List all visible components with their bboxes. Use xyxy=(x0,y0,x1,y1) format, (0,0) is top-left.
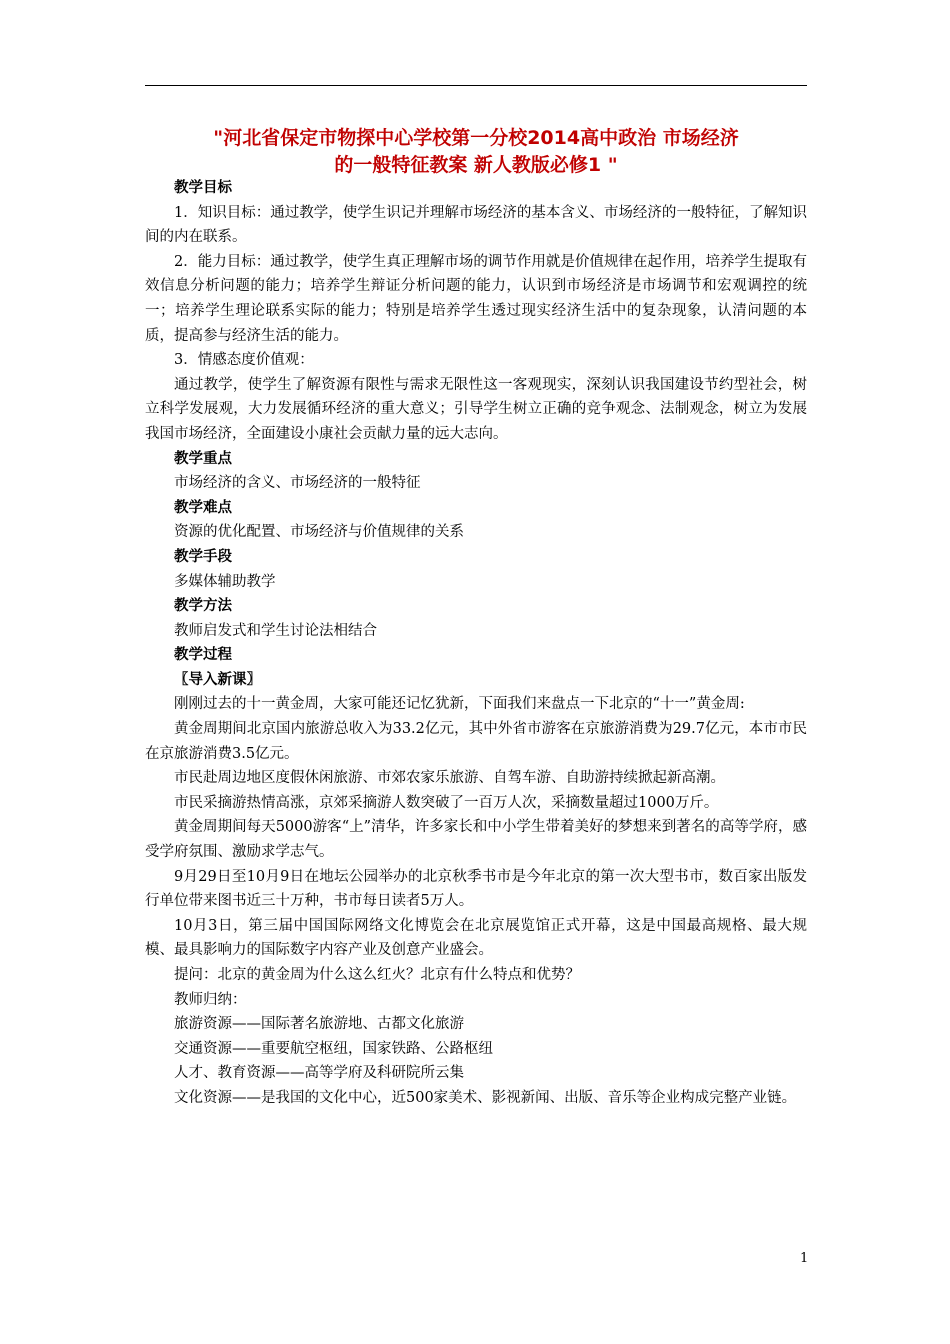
paragraph: 10月3日，第三届中国国际网络文化博览会在北京展览馆正式开幕，这是中国最高规格、最大规模、最具影响力的国际数字内容产业及创意产业盛会。 xyxy=(145,917,807,959)
paragraph: 多媒体辅助教学 xyxy=(174,573,276,590)
paragraph: 刚刚过去的十一黄金周，大家可能还记忆犹新，下面我们来盘点一下北京的“十一”黄金周: xyxy=(174,696,745,713)
paragraph: 1．知识目标：通过教学，使学生识记并理解市场经济的基本含义、市场经济的一般特征，了解知识间的内在联系。 xyxy=(145,204,807,246)
paragraph: 教师启发式和学生讨论法相结合 xyxy=(174,622,377,639)
document-body xyxy=(145,176,807,1111)
section-heading: 〖导入新课〗 xyxy=(174,671,261,688)
paragraph: 文化资源——是我国的文化中心，近500家美术、影视新闻、出版、音乐等企业构成完整产业链。 xyxy=(174,1089,797,1106)
section-heading: 教学难点 xyxy=(174,499,232,516)
paragraph: 9月29日至10月9日在地坛公园举办的北京秋季书市是今年北京的第一次大型书市，数百家出版发行单位带来图书近三十万种，书市每日读者5万人。 xyxy=(145,868,807,910)
paragraph: 通过教学，使学生了解资源有限性与需求无限性这一客观现实，深刻认识我国建设节约型社会，树立科学发展观，大力发展循环经济的重大意义；引导学生树立正确的竞争观念、法制观念，树立为发展我国市场经济，全面建设小康社会贡献力量的远大志向。 xyxy=(145,376,807,442)
paragraph: 人才、教育资源——高等学府及科研院所云集 xyxy=(174,1065,464,1082)
paragraph: 2．能力目标：通过教学，使学生真正理解市场的调节作用就是价值规律在起作用，培养学生提取有效信息分析问题的能力；培养学生辩证分析问题的能力，认识到市场经济是市场调节和宏观调控的统一；培养学生理论联系实际的能力；特别是培养学生透过现实经济生活中的复杂现象，认清问题的本质，提高参与经济生活的能力。 xyxy=(145,253,807,344)
paragraph: 市民采摘游热情高涨，京郊采摘游人数突破了一百万人次，采摘数量超过1000万斤。 xyxy=(174,794,719,811)
paragraph: 旅游资源——国际著名旅游地、古都文化旅游 xyxy=(174,1016,464,1033)
paragraph: 黄金周期间每天5000游客“上”清华，许多家长和中小学生带着美好的梦想来到著名的高等学府，感受学府氛围、激励求学志气。 xyxy=(145,819,807,861)
header-rule xyxy=(145,85,807,86)
page-number: 1 xyxy=(800,1251,809,1266)
paragraph: 市民赴周边地区度假休闲旅游、市郊农家乐旅游、自驾车游、自助游持续掀起新高潮。 xyxy=(174,770,725,787)
paragraph: 交通资源——重要航空枢纽，国家铁路、公路枢纽 xyxy=(174,1040,493,1057)
section-heading: 教学手段 xyxy=(174,548,232,565)
paragraph: 市场经济的含义、市场经济的一般特征 xyxy=(174,475,421,492)
paragraph: 资源的优化配置、市场经济与价值规律的关系 xyxy=(174,524,464,541)
section-heading: 教学过程 xyxy=(174,647,232,664)
document-title-line-2: 的一般特征教案 新人教版必修1 " xyxy=(334,154,618,176)
paragraph: 教师归纳： xyxy=(174,991,247,1008)
paragraph: 黄金周期间北京国内旅游总收入为33.2亿元，其中外省市游客在京旅游消费为29.7亿元，本市市民在京旅游消费3.5亿元。 xyxy=(145,721,807,762)
section-heading: 教学目标 xyxy=(174,180,232,196)
document-title-line-1: "河北省保定市物探中心学校第一分校2014高中政治 市场经济 xyxy=(213,127,739,149)
section-heading: 教学方法 xyxy=(174,598,232,615)
paragraph: 提问：北京的黄金周为什么这么红火？北京有什么特点和优势？ xyxy=(174,967,580,983)
paragraph: 3．情感态度价值观： xyxy=(174,352,314,369)
section-heading: 教学重点 xyxy=(174,450,232,467)
